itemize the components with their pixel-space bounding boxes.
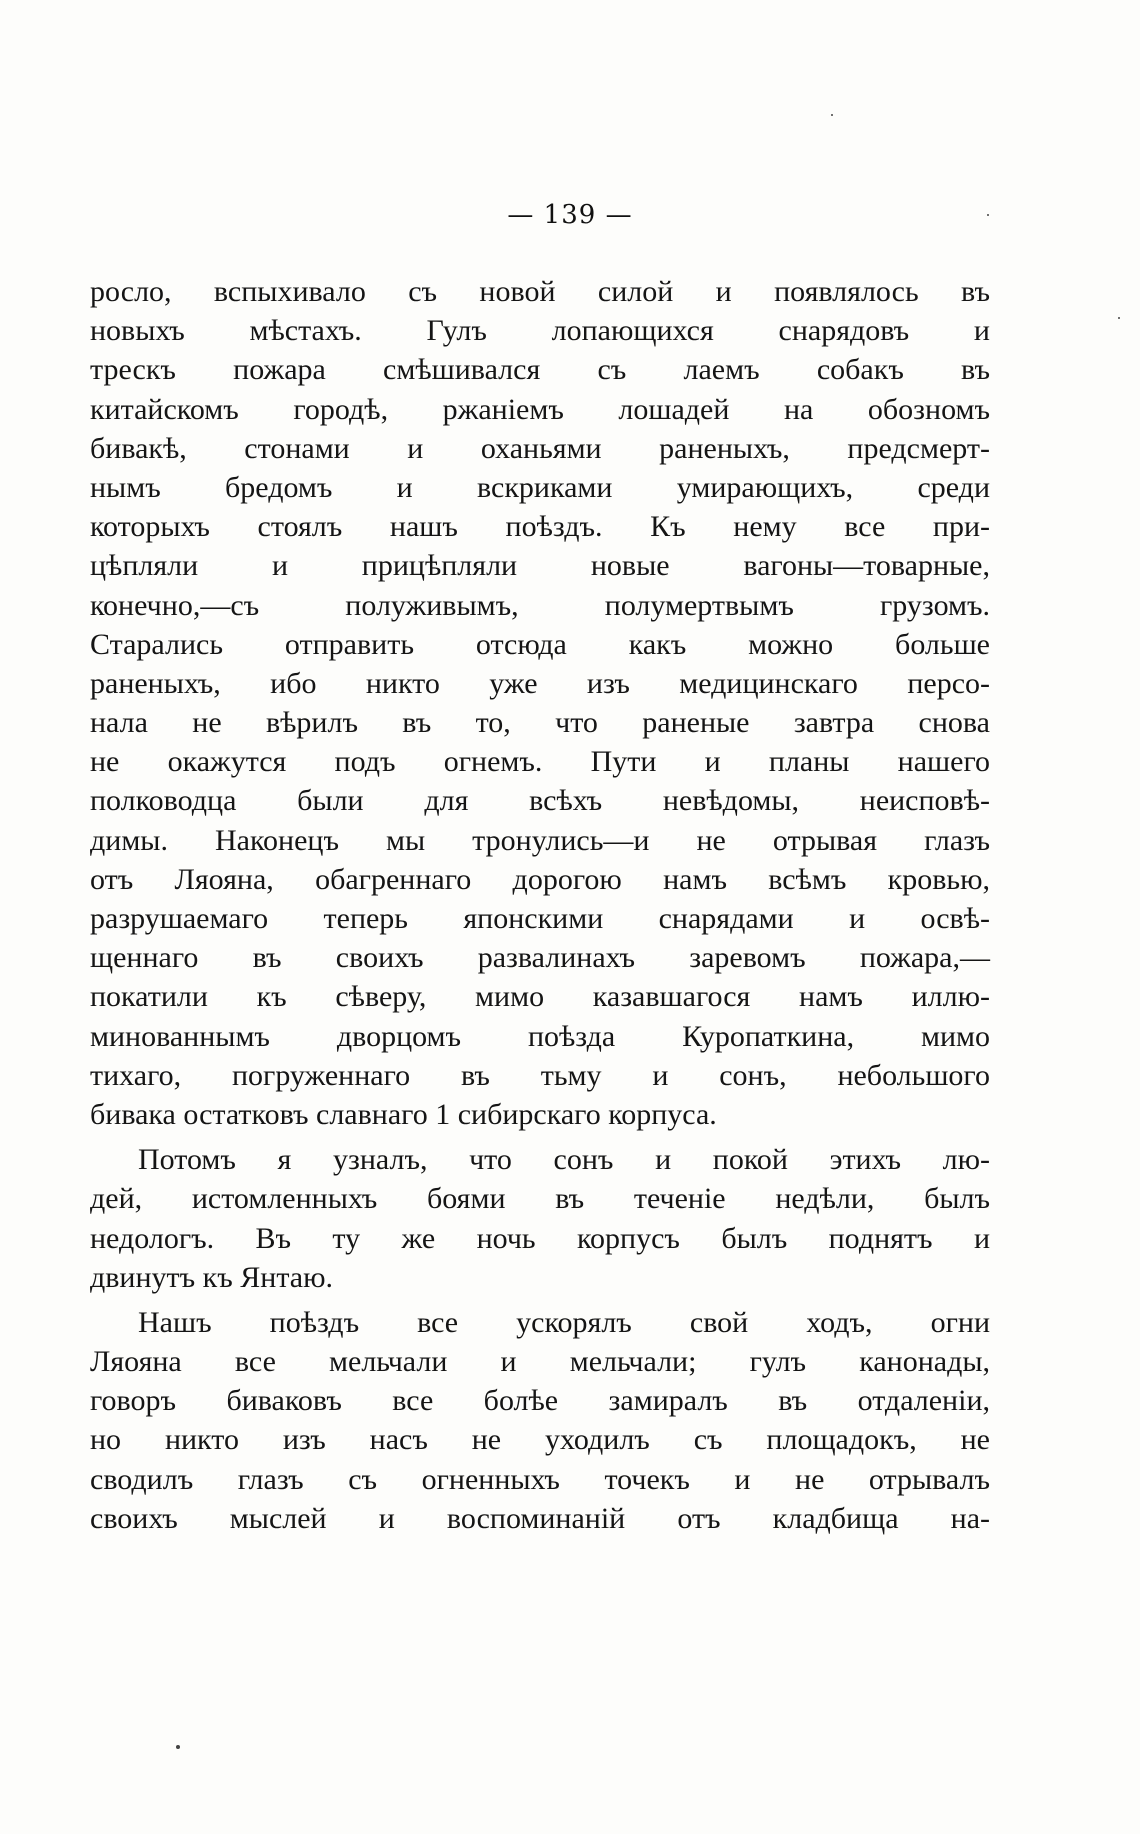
paragraph-1 — [90, 272, 990, 1134]
text-line: двинутъ къ Янтаю. — [90, 1260, 334, 1294]
scan-speck — [831, 114, 833, 116]
text-block — [90, 272, 990, 1538]
text-line: нымъ бредомъ и вскриками умирающихъ, среди — [90, 470, 990, 504]
text-line: щеннаго въ своихъ развалинахъ заревомъ пожара,— — [90, 941, 990, 975]
text-line: новыхъ мѣстахъ. Гулъ лопающихся снарядовъ и — [90, 314, 990, 348]
text-line: сводилъ глазъ съ огненныхъ точекъ и не отрывалъ — [90, 1462, 990, 1496]
scan-speck — [176, 1745, 180, 1749]
scan-speck — [1118, 317, 1120, 319]
text-line: не окажутся подъ огнемъ. Пути и планы нашего — [90, 745, 990, 779]
text-line: трескъ пожара смѣшивался съ лаемъ собакъ въ — [90, 353, 990, 387]
text-line: раненыхъ, ибо никто уже изъ медицинскаго персо- — [90, 666, 990, 700]
text-line: которыхъ стоялъ нашъ поѣздъ. Къ нему все при- — [90, 510, 990, 544]
text-line: покатили къ сѣверу, мимо казавшагося намъ иллю- — [90, 980, 990, 1014]
text-line: димы. Наконецъ мы тронулись—и не отрывая глазъ — [90, 823, 990, 857]
text-line: китайскомъ городѣ, ржаніемъ лошадей на обозномъ — [90, 392, 990, 426]
text-line: конечно,—съ полуживымъ, полумертвымъ грузомъ. — [90, 588, 990, 622]
text-line: недологъ. Въ ту же ночь корпусъ былъ поднятъ и — [90, 1221, 990, 1255]
text-line: Потомъ я узналъ, что сонъ и покой этихъ лю- — [138, 1143, 990, 1177]
page-number: — 139 — — [507, 200, 633, 230]
text-line: бивакѣ, стонами и оханьями раненыхъ, предсмерт- — [90, 431, 990, 465]
text-line: полководца были для всѣхъ невѣдомы, неисповѣ- — [90, 784, 990, 818]
scan-speck — [987, 214, 989, 216]
text-line: Старались отправить отсюда какъ можно больше — [90, 627, 990, 661]
text-line: минованнымъ дворцомъ поѣзда Куропаткина, мимо — [90, 1019, 990, 1053]
text-line: Ляояна все мельчали и мельчали; гулъ канонады, — [90, 1345, 990, 1379]
text-line: разрушаемаго теперь японскими снарядами и освѣ- — [90, 902, 990, 935]
text-line: отъ Ляояна, обагреннаго дорогою намъ всѣмъ кровью, — [90, 862, 990, 896]
text-line: цѣпляли и прицѣпляли новые вагоны—товарные, — [90, 549, 990, 583]
paragraph-3 — [90, 1303, 990, 1538]
text-line: но никто изъ насъ не уходилъ съ площадокъ, не — [90, 1423, 990, 1457]
text-line: тихаго, погруженнаго въ тьму и сонъ, небольшого — [90, 1058, 990, 1092]
text-line: своихъ мыслей и воспоминаній отъ кладбища на- — [90, 1501, 990, 1535]
text-line: нала не вѣрилъ въ то, что раненые завтра снова — [90, 706, 990, 740]
text-line: Нашъ поѣздъ все ускорялъ свой ходъ, огни — [138, 1305, 990, 1339]
text-line: росло, вспыхивало съ новой силой и появлялось въ — [90, 275, 990, 308]
text-line: говоръ биваковъ все болѣе замиралъ въ отдаленіи, — [90, 1384, 990, 1418]
paragraph-2 — [90, 1140, 990, 1297]
text-line: дей, истомленныхъ боями въ теченіе недѣли, былъ — [90, 1182, 990, 1216]
text-line: бивака остатковъ славнаго 1 сибирскаго корпуса. — [90, 1097, 717, 1131]
